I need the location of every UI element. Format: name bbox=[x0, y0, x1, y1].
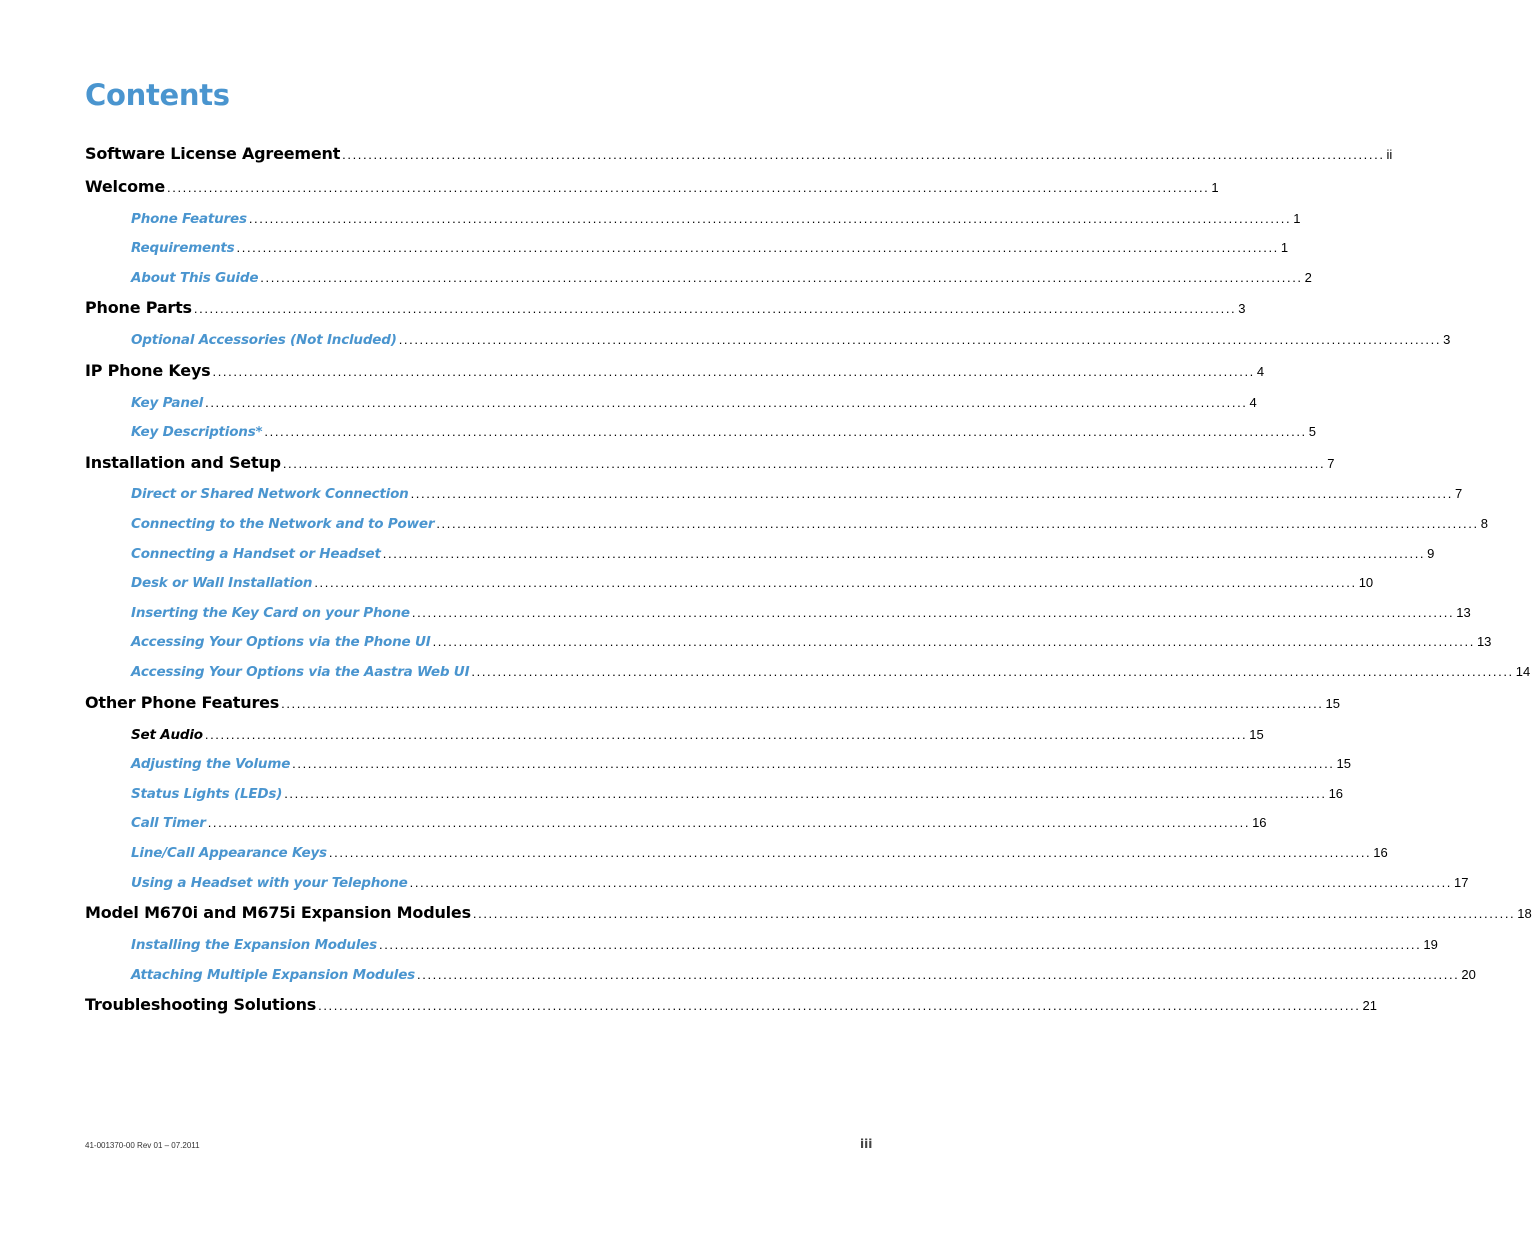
toc-entry-page: 10 bbox=[1358, 575, 1374, 590]
toc-entry-page: 1 bbox=[1293, 211, 1301, 226]
toc-entry-page: 15 bbox=[1325, 696, 1340, 711]
toc-entry-page: 18 bbox=[1517, 906, 1532, 921]
toc-leader-dots: ........................................................................................................................................................................................................ bbox=[167, 180, 1210, 195]
toc-entry-label: Using a Headset with your Telephone bbox=[131, 875, 408, 891]
toc-leader-dots: ........................................................................................................................................................................................................ bbox=[314, 575, 1357, 590]
toc-leader-dots: ........................................................................................................................................................................................................ bbox=[411, 605, 1455, 620]
toc-entry-label: Phone Parts bbox=[85, 298, 192, 317]
toc-leader-dots: ........................................................................................................................................................................................................ bbox=[205, 395, 1248, 410]
toc-subentry[interactable] bbox=[131, 727, 1264, 743]
toc-entry-page: 7 bbox=[1454, 486, 1463, 501]
toc-entry-label: Installation and Setup bbox=[85, 453, 281, 472]
toc-entry-page: 2 bbox=[1304, 270, 1312, 285]
toc-leader-dots: ........................................................................................................................................................................................................ bbox=[281, 696, 1324, 711]
toc-leader-dots: ........................................................................................................................................................................................................ bbox=[417, 967, 1460, 982]
toc-entry[interactable] bbox=[85, 453, 1335, 472]
toc-subentry[interactable] bbox=[131, 605, 1471, 621]
toc-entry-label: Optional Accessories (Not Included) bbox=[131, 332, 397, 348]
toc-entry-page: 1 bbox=[1211, 180, 1219, 195]
toc-entry-label: Accessing Your Options via the Phone UI bbox=[131, 634, 431, 650]
toc-leader-dots: ........................................................................................................................................................................................................ bbox=[318, 998, 1361, 1013]
toc-entry-label: Call Timer bbox=[131, 815, 206, 831]
toc-leader-dots: ........................................................................................................................................................................................................ bbox=[207, 815, 1251, 830]
toc-entry-label: Key Panel bbox=[131, 395, 204, 411]
toc-entry-label: Connecting a Handset or Headset bbox=[131, 546, 381, 562]
toc-entry-label: Desk or Wall Installation bbox=[131, 575, 313, 591]
toc-leader-dots: ........................................................................................................................................................................................................ bbox=[398, 332, 1442, 347]
toc-leader-dots: ........................................................................................................................................................................................................ bbox=[212, 364, 1255, 379]
toc-entry-label: Requirements bbox=[131, 240, 235, 256]
toc-subentry[interactable] bbox=[131, 937, 1438, 953]
footer-page-number: iii bbox=[860, 1137, 873, 1151]
toc-entry-page: 7 bbox=[1327, 456, 1335, 471]
toc-entry[interactable] bbox=[85, 298, 1246, 317]
toc-entry-page: 20 bbox=[1461, 967, 1476, 982]
toc-entry-label: Inserting the Key Card on your Phone bbox=[131, 605, 410, 621]
toc-subentry[interactable] bbox=[131, 634, 1492, 650]
toc-entry-label: Other Phone Features bbox=[85, 693, 280, 712]
toc-subentry[interactable] bbox=[131, 845, 1388, 861]
toc-subentry[interactable] bbox=[131, 486, 1463, 502]
toc-entry-label: Installing the Expansion Modules bbox=[131, 937, 377, 953]
toc-entry-label: Adjusting the Volume bbox=[131, 756, 291, 772]
page-title: Contents bbox=[85, 78, 230, 112]
toc-leader-dots: ........................................................................................................................................................................................................ bbox=[472, 906, 1516, 921]
toc-entry-page: 16 bbox=[1252, 815, 1267, 830]
toc-entry-page: 13 bbox=[1476, 634, 1492, 649]
toc-entry-label: Model M670i and M675i Expansion Modules bbox=[85, 903, 471, 922]
toc-subentry[interactable] bbox=[131, 516, 1488, 532]
toc-leader-dots: ........................................................................................................................................................................................................ bbox=[248, 211, 1292, 226]
toc-entry[interactable] bbox=[85, 361, 1265, 380]
toc-entry-label: About This Guide bbox=[131, 270, 259, 286]
toc-subentry[interactable] bbox=[131, 575, 1374, 591]
toc-entry-label: Key Descriptions* bbox=[131, 424, 263, 440]
toc-entry-label: Set Audio bbox=[131, 727, 203, 743]
toc-entry-label: Accessing Your Options via the Aastra Web UI bbox=[131, 664, 470, 680]
footer-document-number: 41-001370-00 Rev 01 – 07.2011 bbox=[85, 1141, 200, 1150]
toc-subentry[interactable] bbox=[131, 815, 1267, 831]
toc-entry-page: 4 bbox=[1249, 395, 1257, 410]
toc-leader-dots: ........................................................................................................................................................................................................ bbox=[409, 875, 1452, 890]
toc-entry-page: 13 bbox=[1456, 605, 1471, 620]
toc-entry-page: 9 bbox=[1427, 546, 1435, 561]
toc-entry-page: 15 bbox=[1336, 756, 1351, 771]
toc-entry-page: 19 bbox=[1423, 937, 1438, 952]
toc-entry[interactable] bbox=[85, 177, 1219, 196]
toc-entry-label: Troubleshooting Solutions bbox=[85, 995, 317, 1014]
toc-subentry[interactable] bbox=[131, 756, 1351, 772]
toc-entry-label: Attaching Multiple Expansion Modules bbox=[131, 967, 416, 983]
toc-entry-page: ii bbox=[1386, 147, 1393, 162]
toc-subentry[interactable] bbox=[131, 786, 1344, 802]
toc-leader-dots: ........................................................................................................................................................................................................ bbox=[328, 845, 1372, 860]
toc-leader-dots: ........................................................................................................................................................................................................ bbox=[284, 786, 1327, 801]
toc-entry-label: Line/Call Appearance Keys bbox=[131, 845, 327, 861]
toc-entry-page: 8 bbox=[1480, 516, 1488, 531]
toc-subentry[interactable] bbox=[131, 395, 1257, 411]
toc-entry-label: Welcome bbox=[85, 177, 166, 196]
toc-leader-dots: ........................................................................................................................................................................................................ bbox=[264, 424, 1307, 439]
toc-subentry[interactable] bbox=[131, 546, 1435, 562]
toc-entry[interactable] bbox=[85, 144, 1393, 163]
toc-entry-page: 5 bbox=[1308, 424, 1316, 439]
toc-leader-dots: ........................................................................................................................................................................................................ bbox=[382, 546, 1426, 561]
toc-subentry[interactable] bbox=[131, 424, 1316, 440]
toc-leader-dots: ........................................................................................................................................................................................................ bbox=[436, 516, 1479, 531]
toc-leader-dots: ........................................................................................................................................................................................................ bbox=[410, 486, 1453, 501]
toc-leader-dots: ........................................................................................................................................................................................................ bbox=[236, 240, 1279, 255]
toc-entry-page: 16 bbox=[1328, 786, 1344, 801]
toc-entry-label: Direct or Shared Network Connection bbox=[131, 486, 409, 502]
toc-entry[interactable] bbox=[85, 693, 1340, 712]
toc-leader-dots: ........................................................................................................................................................................................................ bbox=[204, 727, 1248, 742]
toc-entry-page: 4 bbox=[1256, 364, 1265, 379]
toc-subentry[interactable] bbox=[131, 664, 1531, 680]
toc-subentry[interactable] bbox=[131, 332, 1451, 348]
toc-entry-page: 3 bbox=[1238, 301, 1246, 316]
toc-entry-page: 21 bbox=[1362, 998, 1377, 1013]
toc-entry-page: 15 bbox=[1249, 727, 1264, 742]
toc-entry-label: Software License Agreement bbox=[85, 144, 341, 163]
toc-subentry[interactable] bbox=[131, 211, 1301, 227]
toc-entry-label: Phone Features bbox=[131, 211, 247, 227]
toc-entry-label: IP Phone Keys bbox=[85, 361, 211, 380]
toc-leader-dots: ........................................................................................................................................................................................................ bbox=[193, 301, 1237, 316]
toc-leader-dots: ........................................................................................................................................................................................................ bbox=[471, 664, 1514, 679]
toc-entry-page: 16 bbox=[1373, 845, 1388, 860]
toc-entry-page: 17 bbox=[1454, 875, 1469, 890]
toc-entry-page: 1 bbox=[1280, 240, 1289, 255]
toc-subentry[interactable] bbox=[131, 240, 1289, 256]
toc-leader-dots: ........................................................................................................................................................................................................ bbox=[282, 456, 1326, 471]
toc-entry-page: 3 bbox=[1443, 332, 1451, 347]
toc-subentry[interactable] bbox=[131, 967, 1476, 983]
toc-entry[interactable] bbox=[85, 903, 1532, 922]
toc-entry[interactable] bbox=[85, 995, 1377, 1014]
toc-entry-page: 14 bbox=[1515, 664, 1531, 679]
toc-subentry[interactable] bbox=[131, 270, 1312, 286]
toc-subentry[interactable] bbox=[131, 875, 1469, 891]
toc-leader-dots: ........................................................................................................................................................................................................ bbox=[342, 147, 1385, 162]
toc-entry-label: Connecting to the Network and to Power bbox=[131, 516, 435, 532]
toc-leader-dots: ........................................................................................................................................................................................................ bbox=[292, 756, 1335, 771]
toc-leader-dots: ........................................................................................................................................................................................................ bbox=[260, 270, 1303, 285]
toc-leader-dots: ........................................................................................................................................................................................................ bbox=[378, 937, 1422, 952]
toc-leader-dots: ........................................................................................................................................................................................................ bbox=[432, 634, 1475, 649]
toc-entry-label: Status Lights (LEDs) bbox=[131, 786, 283, 802]
